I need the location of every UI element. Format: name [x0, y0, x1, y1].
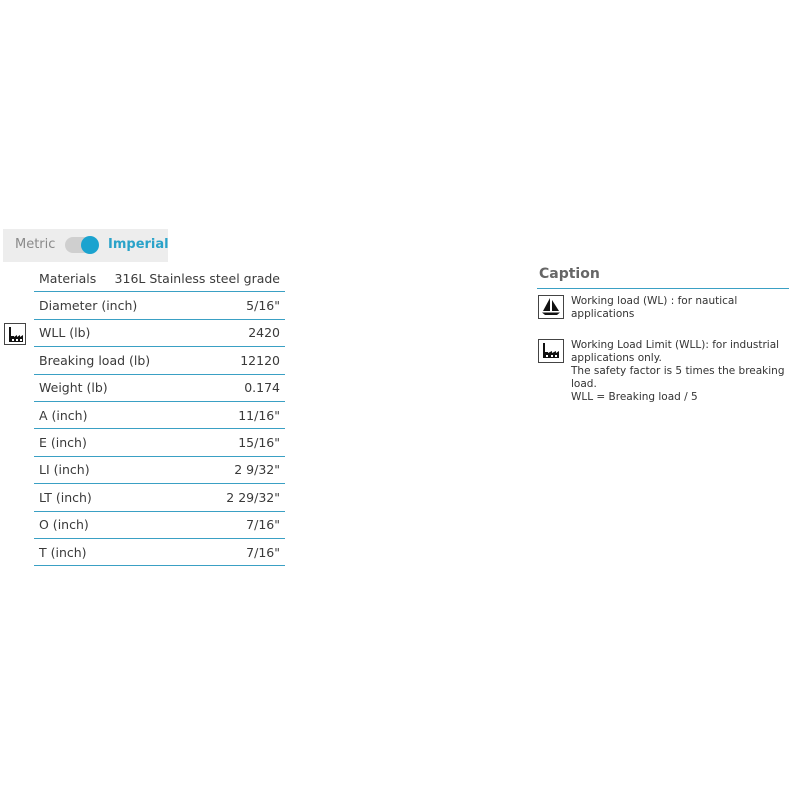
spec-label: Materials [39, 270, 97, 286]
spec-row [34, 292, 285, 319]
spec-value: 15/16" [238, 435, 280, 451]
spec-label: Diameter (inch) [39, 298, 138, 314]
spec-label: E (inch) [39, 435, 87, 451]
spec-row [34, 375, 285, 402]
caption-text: WLL = Breaking load / 5 [571, 391, 698, 403]
metric-label[interactable]: Metric [15, 237, 56, 252]
spec-label: T (inch) [39, 544, 87, 560]
spec-row [34, 457, 285, 484]
spec-label: WLL (lb) [39, 325, 91, 341]
caption-text: The safety factor is 5 times the breaking load. [571, 365, 785, 390]
factory-icon [4, 323, 26, 345]
spec-row [34, 265, 285, 292]
caption-item-nautical [538, 295, 791, 321]
factory-icon [538, 339, 564, 363]
spec-label: LT (inch) [39, 489, 92, 505]
caption-item-industrial [538, 339, 791, 404]
spec-value: 2 9/32" [234, 462, 280, 478]
spec-label: Breaking load (lb) [39, 352, 151, 368]
spec-row [34, 402, 285, 429]
spec-value: 2 29/32" [226, 489, 280, 505]
spec-label: A (inch) [39, 407, 88, 423]
spec-label: LI (inch) [39, 462, 90, 478]
spec-value: 316L Stainless steel grade [114, 270, 280, 286]
spec-value: 2420 [248, 325, 280, 341]
caption-text: Working load (WL) : for nautical applications [571, 295, 738, 320]
unit-toggle[interactable] [3, 229, 168, 262]
spec-row [34, 512, 285, 539]
spec-value: 7/16" [246, 544, 280, 560]
sailboat-icon [538, 295, 564, 319]
spec-label: O (inch) [39, 517, 89, 533]
spec-row [34, 484, 285, 511]
spec-value: 11/16" [238, 407, 280, 423]
caption-text: Working Load Limit (WLL): for industrial applications only. [571, 339, 780, 364]
spec-value: 0.174 [244, 380, 280, 396]
spec-row [34, 320, 285, 347]
spec-label: Weight (lb) [39, 380, 108, 396]
spec-row [34, 539, 285, 566]
spec-value: 5/16" [246, 298, 280, 314]
unit-switch-knob[interactable] [81, 236, 99, 254]
spec-value: 7/16" [246, 517, 280, 533]
imperial-label[interactable]: Imperial [108, 237, 169, 252]
spec-row [34, 347, 285, 374]
spec-value: 12120 [240, 352, 280, 368]
caption-divider [537, 288, 789, 289]
specs-table [34, 265, 285, 566]
caption-title: Caption [539, 266, 600, 282]
spec-row [34, 429, 285, 456]
